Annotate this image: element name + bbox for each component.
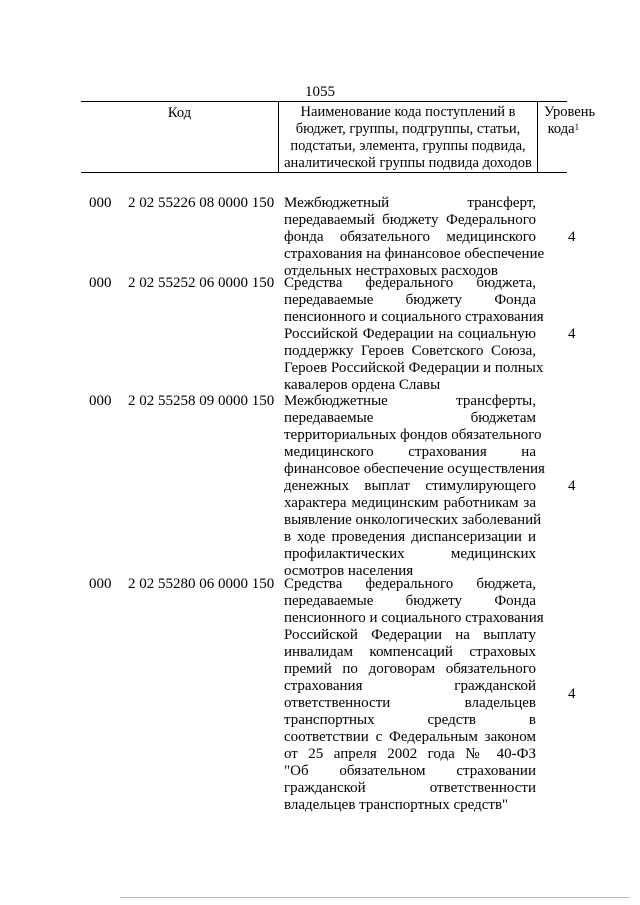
header-name-line: подстатьи, элемента, группы подвида,	[290, 138, 526, 154]
description-line: фонда обязательного медицинского	[284, 229, 536, 245]
description-line: в ходе проведения диспансеризации и	[284, 529, 536, 545]
header-name-line: Наименование кода поступлений в	[300, 104, 516, 120]
description-line: осмотров населения	[284, 563, 414, 579]
description-line: передаваемые бюджету Фонда	[284, 593, 536, 609]
description-line: Межбюджетные трансферты,	[284, 393, 536, 409]
table-header	[81, 101, 596, 173]
code-level: 4	[568, 326, 576, 342]
code-level: 4	[568, 478, 576, 494]
description-line: инвалидам компенсаций страховых	[284, 644, 536, 660]
income-code: 2 02 55252 06 0000 150	[128, 275, 275, 291]
footnote-marker: 1	[574, 122, 580, 132]
description-line: Российской Федерации на социальную	[284, 326, 536, 342]
header-name-line: бюджет, группы, подгруппы, статьи,	[295, 121, 521, 137]
description-line: передаваемые бюджетам	[284, 410, 536, 426]
income-code: 2 02 55280 06 0000 150	[128, 576, 275, 592]
description-line: Героев Российской Федерации и полных	[284, 360, 544, 376]
description-line: соответствии с Федеральным законом	[284, 729, 536, 745]
income-description	[284, 195, 545, 280]
description-line: отдельных нестраховых расходов	[284, 263, 498, 279]
admin-code: 000	[89, 576, 112, 592]
header-code: Код	[167, 105, 192, 121]
income-description	[284, 393, 545, 580]
income-description	[284, 576, 544, 814]
description-line: кавалеров ордена Славы	[284, 377, 441, 393]
description-line: профилактических медицинских	[284, 546, 536, 562]
header-level-line1: Уровень	[544, 104, 596, 120]
description-line: передаваемый бюджету Федерального	[284, 212, 536, 228]
description-line: страхования гражданской	[284, 678, 536, 694]
admin-code: 000	[89, 275, 112, 291]
header-level-line2: кода	[547, 121, 575, 137]
page-number: 1055	[305, 84, 335, 100]
code-level: 4	[568, 686, 576, 702]
description-line: транспортных средств в	[284, 712, 536, 728]
code-level: 4	[568, 229, 576, 245]
description-line: премий по договорам обязательного	[284, 661, 536, 677]
description-line: выявление онкологических заболеваний	[284, 512, 542, 528]
description-line: пенсионного и социального страхования	[284, 309, 544, 325]
header-level	[538, 102, 596, 172]
income-code: 2 02 55226 08 0000 150	[128, 195, 275, 211]
header-name	[278, 102, 538, 172]
description-line: финансовое обеспечение осуществления	[284, 461, 545, 477]
description-line: Российской Федерации на выплату	[284, 627, 536, 643]
description-line: Средства федерального бюджета,	[284, 275, 536, 291]
income-description	[284, 275, 544, 394]
description-line: владельцев транспортных средств"	[284, 797, 509, 813]
description-line: передаваемые бюджету Фонда	[284, 292, 536, 308]
bottom-rule	[120, 897, 630, 898]
description-line: гражданской ответственности	[284, 780, 536, 796]
income-code: 2 02 55258 09 0000 150	[128, 393, 275, 409]
description-line: ответственности владельцев	[284, 695, 536, 711]
description-line: территориальных фондов обязательного	[284, 427, 542, 443]
description-line: Межбюджетный трансферт,	[284, 195, 536, 211]
admin-code: 000	[89, 195, 112, 211]
header-name-line: аналитической группы подвида доходов	[284, 155, 532, 171]
description-line: Средства федерального бюджета,	[284, 576, 536, 592]
admin-code: 000	[89, 393, 112, 409]
description-line: "Об обязательном страховании	[284, 763, 536, 779]
description-line: от 25 апреля 2002 года № 40-ФЗ	[284, 746, 536, 762]
description-line: пенсионного и социального страхования	[284, 610, 544, 626]
description-line: медицинского страхования на	[284, 444, 536, 460]
description-line: характера медицинским работникам за	[284, 495, 536, 511]
description-line: поддержку Героев Советского Союза,	[284, 343, 536, 359]
description-line: денежных выплат стимулирующего	[284, 478, 536, 494]
description-line: страхования на финансовое обеспечение	[284, 246, 545, 262]
